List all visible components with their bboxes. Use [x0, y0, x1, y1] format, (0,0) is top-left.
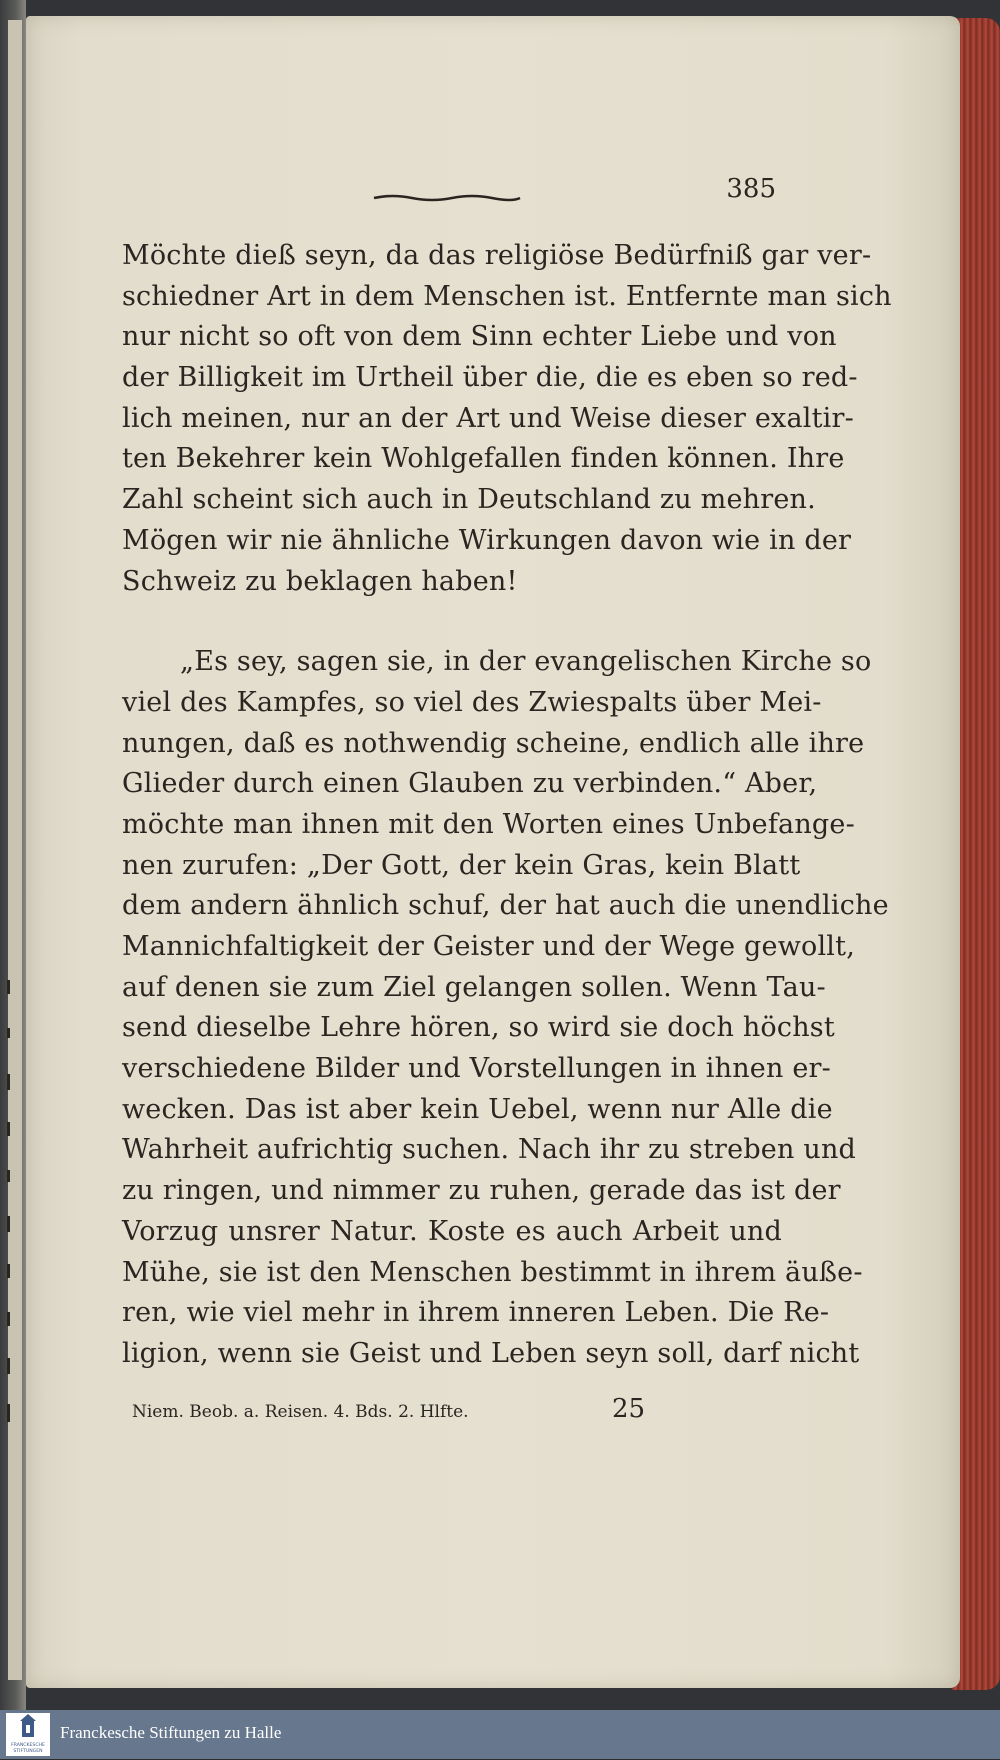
text-line: viel des Kampfes, so viel des Zwiespalts über Mei- [122, 686, 822, 718]
text-line: Mannichfaltigkeit der Geister und der Wege gewollt, [122, 931, 855, 962]
institution-logo[interactable] [6, 1713, 50, 1756]
text-line: möchte man ihnen mit den Worten eines Unbefange- [122, 808, 855, 840]
text-line: ren, wie viel mehr in ihrem inneren Leben. Die Re- [122, 1297, 830, 1329]
previous-page-bleed-marks [2, 980, 16, 1440]
text-line: Vorzug unsrer Natur. Koste es auch Arbeit und [122, 1215, 782, 1247]
svg-text:FRANCKESCHE: FRANCKESCHE [11, 1743, 45, 1748]
institution-name: Franckesche Stiftungen zu Halle [60, 1723, 282, 1742]
text-line: ligion, wenn sie Geist und Leben seyn soll, darf nicht [122, 1337, 860, 1369]
text-line: Mögen wir nie ähnliche Wirkungen davon wie in der [122, 524, 852, 556]
body-text [122, 236, 892, 1375]
paragraph-1 [122, 236, 892, 602]
text-line: „Es sey, sagen sie, in der evangelischen Kirche so [180, 646, 872, 678]
text-line: wecken. Das ist aber kein Uebel, wenn nur Alle die [122, 1093, 833, 1125]
text-line: nungen, daß es nothwendig scheine, endlich alle ihre [122, 727, 865, 759]
header-ornament [372, 193, 522, 203]
text-line: ten Bekehrer kein Wohlgefallen finden können. Ihre [122, 443, 845, 475]
book-binding-left [0, 0, 26, 1710]
text-line: nen zurufen: „Der Gott, der kein Gras, kein Blatt [122, 849, 801, 881]
text-line: zu ringen, und nimmer zu ruhen, gerade das ist der [122, 1175, 841, 1207]
viewer-footer-bar [0, 1710, 1000, 1759]
institution-logo-icon [6, 1713, 50, 1756]
svg-text:STIFTUNGEN: STIFTUNGEN [13, 1749, 43, 1754]
text-line: dem andern ähnlich schuf, der hat auch die unendliche [122, 890, 889, 922]
signature-number: 25 [612, 1394, 646, 1424]
text-line: Glieder durch einen Glauben zu verbinden.“ Aber, [122, 768, 818, 800]
text-line: auf denen sie zum Ziel gelangen sollen. Wenn Tau- [122, 971, 826, 1003]
signature-title: Niem. Beob. a. Reisen. 4. Bds. 2. Hlfte. [132, 1402, 469, 1422]
text-line: verschiedene Bilder und Vorstellungen in ihnen er- [122, 1053, 831, 1085]
paragraph-2 [122, 642, 889, 1374]
text-line: Schweiz zu beklagen haben! [122, 565, 518, 597]
paragraph-gap [122, 602, 782, 642]
printer-signature-line [132, 1394, 692, 1424]
page-number: 385 [726, 174, 776, 204]
text-line: der Billigkeit im Urtheil über die, die es eben so red- [122, 362, 858, 394]
text-line: Möchte dieß seyn, da das religiöse Bedürfniß gar ver- [122, 240, 872, 271]
text-line: lich meinen, nur an der Art und Weise dieser exaltir- [122, 402, 854, 434]
text-line: nur nicht so oft von dem Sinn echter Liebe und von [122, 321, 837, 353]
text-line: Zahl scheint sich auch in Deutschland zu mehren. [122, 484, 816, 516]
text-line: Mühe, sie ist den Menschen bestimmt in ihrem äuße- [122, 1256, 863, 1288]
text-line: Wahrheit aufrichtig suchen. Nach ihr zu streben und [122, 1134, 857, 1166]
text-line: send dieselbe Lehre hören, so wird sie doch höchst [122, 1012, 835, 1044]
text-line: schiedner Art in dem Menschen ist. Entfernte man sich [122, 280, 892, 312]
